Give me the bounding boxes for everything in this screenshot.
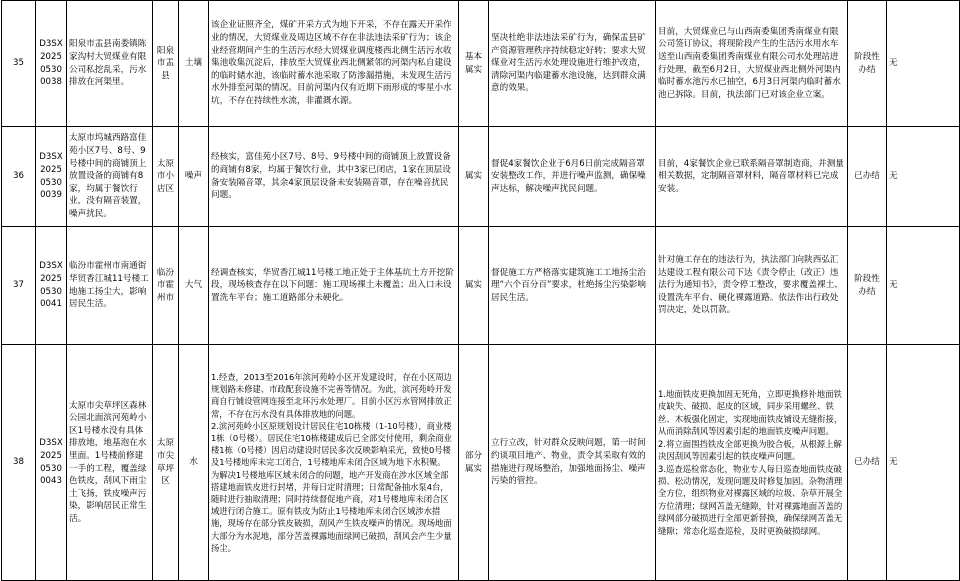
- handling-status: 已办结: [848, 345, 887, 581]
- rectification-progress: 针对施工存在的违法行为，执法部门向陕西弘汇达建设工程有限公司下达《责令停止（改正）违法行为通知书》，责令停工整改，要求覆盖裸土、设置洗车平台、硬化裸露道路。依法作出行政处罚决定，处以罚款。: [656, 227, 848, 345]
- rectification-progress: 1.地面铁皮更换加固无死角，立即更换修补地面铁皮缺失、破损、起皮的区域，同步采用螺丝、铁丝、木板强化固定，实现地面铁皮铺设无缝衔接，从而消除刮风等因素引起的地面铁皮噪声问题。 2.将立面围挡铁皮全部更换为胶合板，从根源上解决因刮风等因素引起的铁皮噪声问题。 3.巡查巡检常态化，物业专人每日巡查地面铁皮破损、松动情况，发现问题及时修复加固。杂物清理全方位，组织物业对裸露区域的垃圾、杂草开展全方位清理；绿网苫盖无缝隙，针对裸露地面苫盖的绿网部分破损进行全部更新替换，确保绿网苫盖无缝隙；常态化巡查巡检，及时更换破损绿网。: [656, 345, 848, 581]
- row-number: 36: [2, 127, 36, 227]
- region: 阳泉市盂县: [153, 1, 179, 127]
- case-code: D3SX202505300039: [36, 127, 67, 227]
- verification-result: 基本属实: [459, 1, 489, 127]
- table-row: [2, 1, 960, 127]
- complaint-content: 阳泉市盂县南娄镇陈家沟村大贸煤业有限公司私挖乱采，污水排放在河渠里。: [67, 1, 153, 127]
- accountability: 无: [887, 345, 960, 581]
- verification-result: 属实: [459, 127, 489, 227]
- pollution-type: 水: [179, 345, 209, 581]
- rectification-measures: 督促4家餐饮企业于6月6日前完成隔音罩安装整改工作，并进行噪声监测，确保噪声达标，解决噪声扰民问题。: [489, 127, 656, 227]
- handling-status: 已办结: [848, 127, 887, 227]
- accountability: 无: [887, 1, 960, 127]
- region: 临汾市霍州市: [153, 227, 179, 345]
- row-number: 37: [2, 227, 36, 345]
- pollution-type: 大气: [179, 227, 209, 345]
- handling-status: 阶段性办结: [848, 227, 887, 345]
- pollution-type: 噪声: [179, 127, 209, 227]
- table-row: [2, 127, 960, 227]
- row-number: 38: [2, 345, 36, 581]
- verification-result: 部分属实: [459, 345, 489, 581]
- region: 太原市尖草坪区: [153, 345, 179, 581]
- rectification-measures: 坚决杜绝非法违法采矿行为，确保盂县矿产资源管理秩序持续稳定好转；要求大贸煤业对生活污水处理设施进行维护改造，清除河渠内临建蓄水池设施，达到群众满意的效果。: [489, 1, 656, 127]
- complaint-content: 太原市坞城西路富佳苑小区7号、8号、9号楼中间的商铺顶上放置设备的商铺有8家，均属于餐饮行业，没有隔音装置，噪声扰民。: [67, 127, 153, 227]
- rectification-progress: 目前，大贸煤业已与山西南委集团秀南煤业有限公司签订协议，将现阶段产生的生活污水用水车送至山西南委集团秀南煤业有限公司水处理站进行处理，截至6月2日，大贸煤业西北侧外河渠内临时蓄水池污水已抽空，6月3日河渠内临时蓄水池已拆除。目前，执法部门已对该企业立案。: [656, 1, 848, 127]
- accountability: 无: [887, 227, 960, 345]
- pollution-type: 土壤: [179, 1, 209, 127]
- handling-status: 阶段性办结: [848, 1, 887, 127]
- investigation-finding: 该企业证照齐全，煤矿开采方式为地下开采，不存在露天开采作业的情况，大贸煤业及周边区域不存在非法违法采矿行为；该企业经营期间产生的生活污水经大贸煤业调度楼西北侧生活污水收集池收集沉淀后，排放至大贸煤业西北侧紧邻的河渠内私自建设的临时储水池，该临时蓄水池采取了防渗漏措施，未发现生活污水外排至河渠的情况。目前河渠内仅有近期下雨形成的零星小水坑，不存在持续性水流，非灌溉水源。: [209, 1, 459, 127]
- table-row: [2, 227, 960, 345]
- investigation-finding: 经核实，富佳苑小区7号、8号、9号楼中间的商铺顶上放置设备的商铺有8家，均属于餐饮行业，其中3家已闭店，1家在顶层设备安装隔音罩，其余4家顶层设备未安装隔音罩，存在噪音扰民问题。: [209, 127, 459, 227]
- rectification-measures: 立行立改，针对群众反映问题，第一时间约谈项目地产、物业，责令其采取有效的措施进行现场整治，加强地面扬尘、噪声污染的管控。: [489, 345, 656, 581]
- investigation-finding: 1.经查，2013至2016年滨河苑岭小区开发建设时，存在小区周边规划路未修建、市政配套设施不完善等情况。为此，滨河苑岭开发商自行铺设管网连接至北环污水处理厂。目前小区污水管网排放正常，不存在污水没有具体排放地的问题。 2.滨河苑岭小区原规划设计居民住宅10栋楼（1-10号楼），商业楼1栋（0号楼）。居民住宅10栋楼建成后已全部交付使用，剩余商业楼1栋（0号楼）因启动建设时居民多次反映影响采光，致使0号楼及1号楼地库未完工闭合，1号楼地库未闭合区域为地下水积聚。 为解决1号楼地库区域未闭合的问题，地产开发商在涉水区域全部搭建地面铁皮进行封堵，并每日定时清理；日常配备抽水泵4台，随时进行抽取清理；同时持续督促地产商，对1号楼地库未闭合区域进行闭合施工。原有铁皮为防止1号楼地库未闭合区域涉水措施，现场存在部分铁皮破损，刮风产生铁皮噪声的情况。现场地面大部分为水泥地，部分苦盖裸露地面绿网已破损，刮风会产生少量扬尘。: [209, 345, 459, 581]
- rectification-progress: 目前，4家餐饮企业已联系隔音罩制造商，并测量相关数据，定制隔音罩材料，隔音罩材料已完成安装。: [656, 127, 848, 227]
- accountability: 无: [887, 127, 960, 227]
- row-number: 35: [2, 1, 36, 127]
- region: 太原市小店区: [153, 127, 179, 227]
- rectification-measures: 督促施工方严格落实建筑施工工地扬尘治理“六个百分百”要求，杜绝扬尘污染影响居民生活。: [489, 227, 656, 345]
- investigation-finding: 经调查核实，华贸香江城11号楼工地正处于主体基坑土方开挖阶段，现场核查存在以下问题：施工现场裸土未覆盖；出入口未设置洗车平台；施工道路部分未硬化。: [209, 227, 459, 345]
- case-code: D3SX202505300043: [36, 345, 67, 581]
- case-table: [1, 0, 960, 581]
- complaint-content: 太原市尖草坪区森林公园北面滨河苑岭小区1号楼水没有具体排放地，地基泡在水里面。1号楼前修建一手的工程，覆盖绿色铁皮，刮风下雨尘土飞扬，铁皮噪声污染，影响居民正常生活。: [67, 345, 153, 581]
- complaint-content: 临汾市霍州市南通街华贸香江城11号楼工地施工扬尘大，影响居民生活。: [67, 227, 153, 345]
- case-code: D3SX202505300041: [36, 227, 67, 345]
- table-row: [2, 345, 960, 581]
- verification-result: 属实: [459, 227, 489, 345]
- case-code: D3SX202505300038: [36, 1, 67, 127]
